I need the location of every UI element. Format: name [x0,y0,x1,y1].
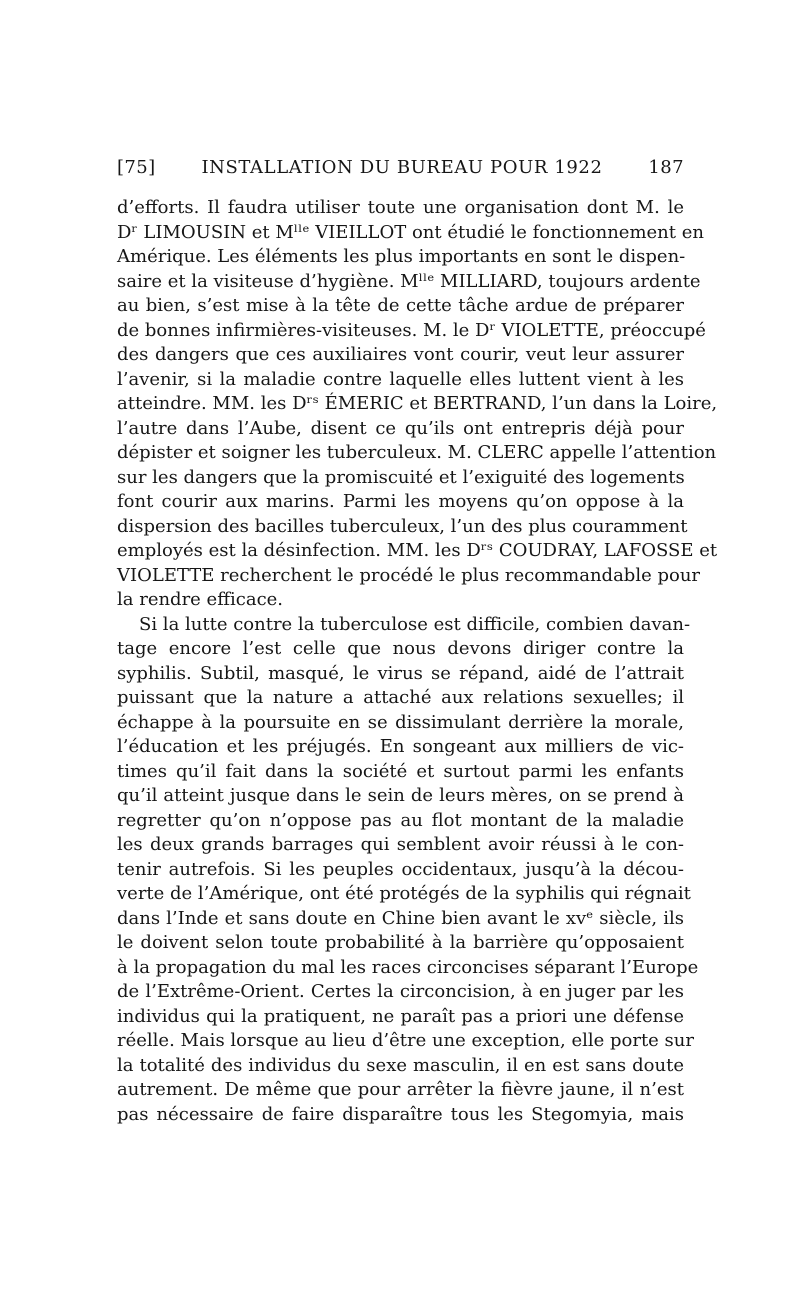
text-line: le doivent selon toute probabilité à la barrière qu’opposaient [117,932,684,953]
text-line: syphilis. Subtil, masqué, le virus se répand, aidé de l’attrait [117,662,684,684]
text-line: échappe à la poursuite en se dissimulant derrière la morale, [117,711,684,733]
text-line: à la propagation du mal les races circoncises séparant l’Europe [117,956,699,978]
text-line: la rendre efficace. [117,589,284,610]
text-line: d’efforts. Il faudra utiliser toute une organisation dont M. le [117,197,684,218]
page-reference: [75] [117,157,156,178]
text-line: la totalité des individus du sexe masculin, il en est sans doute [117,1054,684,1076]
text-line: font courir aux marins. Parmi les moyens qu’on oppose à la [117,491,684,512]
text-line: tage encore l’est celle que nous devons diriger contre la [117,638,684,659]
text-line: de l’Extrême-Orient. Certes la circoncision, à en juger par les [117,981,684,1002]
text-line: saire et la visiteuse d’hygiène. Mˡˡᵉ MILLIARD, toujours ardente [117,270,701,292]
text-line: atteindre. MM. les Dʳˢ ÉMERIC et BERTRAND, l’un dans la Loire, [117,393,718,414]
text-line: Dʳ LIMOUSIN et Mˡˡᵉ VIEILLOT ont étudié le fonctionnement en [117,221,704,243]
text-line: de bonnes infirmières-visiteuses. M. le Dʳ VIOLETTE, préoccupé [117,319,706,341]
page-number: 187 [648,157,684,178]
text-line: autrement. De même que pour arrêter la fièvre jaune, il n’est [117,1079,684,1100]
text-line: des dangers que ces auxiliaires vont courir, veut leur assurer [117,344,684,365]
text-line: times qu’il fait dans la société et surtout parmi les enfants [117,760,684,782]
text-line: qu’il atteint jusque dans le sein de leurs mères, on se prend à [117,785,684,806]
text-line: regretter qu’on n’oppose pas au flot montant de la maladie [117,809,684,831]
text-line: réelle. Mais lorsque au lieu d’être une exception, elle porte sur [117,1030,694,1051]
text-line: l’autre dans l’Aube, disent ce qu’ils ont entrepris déjà pour [117,417,684,439]
text-line: les deux grands barrages qui semblent avoir réussi à le con- [117,834,684,855]
body-text [117,196,718,1127]
text-line: tenir autrefois. Si les peuples occidentaux, jusqu’à la décou- [117,858,684,880]
text-line: Amérique. Les éléments les plus importants en sont le dispen- [117,246,686,267]
text-line: individus qui la pratiquent, ne paraît pas a priori une défense [117,1005,684,1027]
text-line: dépister et soigner les tuberculeux. M. CLERC appelle l’attention [117,442,717,463]
text-line: puissant que la nature a attaché aux relations sexuelles; il [117,687,684,708]
text-line: Si la lutte contre la tuberculose est difficile, combien davan- [139,613,691,635]
text-line: pas nécessaire de faire disparaître tous les Stegomyia, mais [117,1103,684,1125]
text-line: sur les dangers que la promiscuité et l’exiguité des logements [117,466,685,488]
text-line: l’éducation et les préjugés. En songeant aux milliers de vic- [117,736,684,757]
text-line: verte de l’Amérique, ont été protégés de la syphilis qui régnait [117,883,691,904]
text-line: dispersion des bacilles tuberculeux, l’un des plus couramment [117,515,688,537]
text-line: employés est la désinfection. MM. les Dʳˢ COUDRAY, LAFOSSE et [117,540,718,561]
text-line: dans l’Inde et sans doute en Chine bien avant le xvᵉ siècle, ils [117,907,684,929]
running-header [117,157,684,183]
text-line: VIOLETTE recherchent le procédé le plus recommandable pour [117,564,701,586]
text-line: au bien, s’est mise à la tête de cette tâche ardue de préparer [117,295,684,316]
running-title: INSTALLATION DU BUREAU POUR 1922 [201,157,603,178]
text-line: l’avenir, si la maladie contre laquelle elles luttent vient à les [117,368,684,390]
